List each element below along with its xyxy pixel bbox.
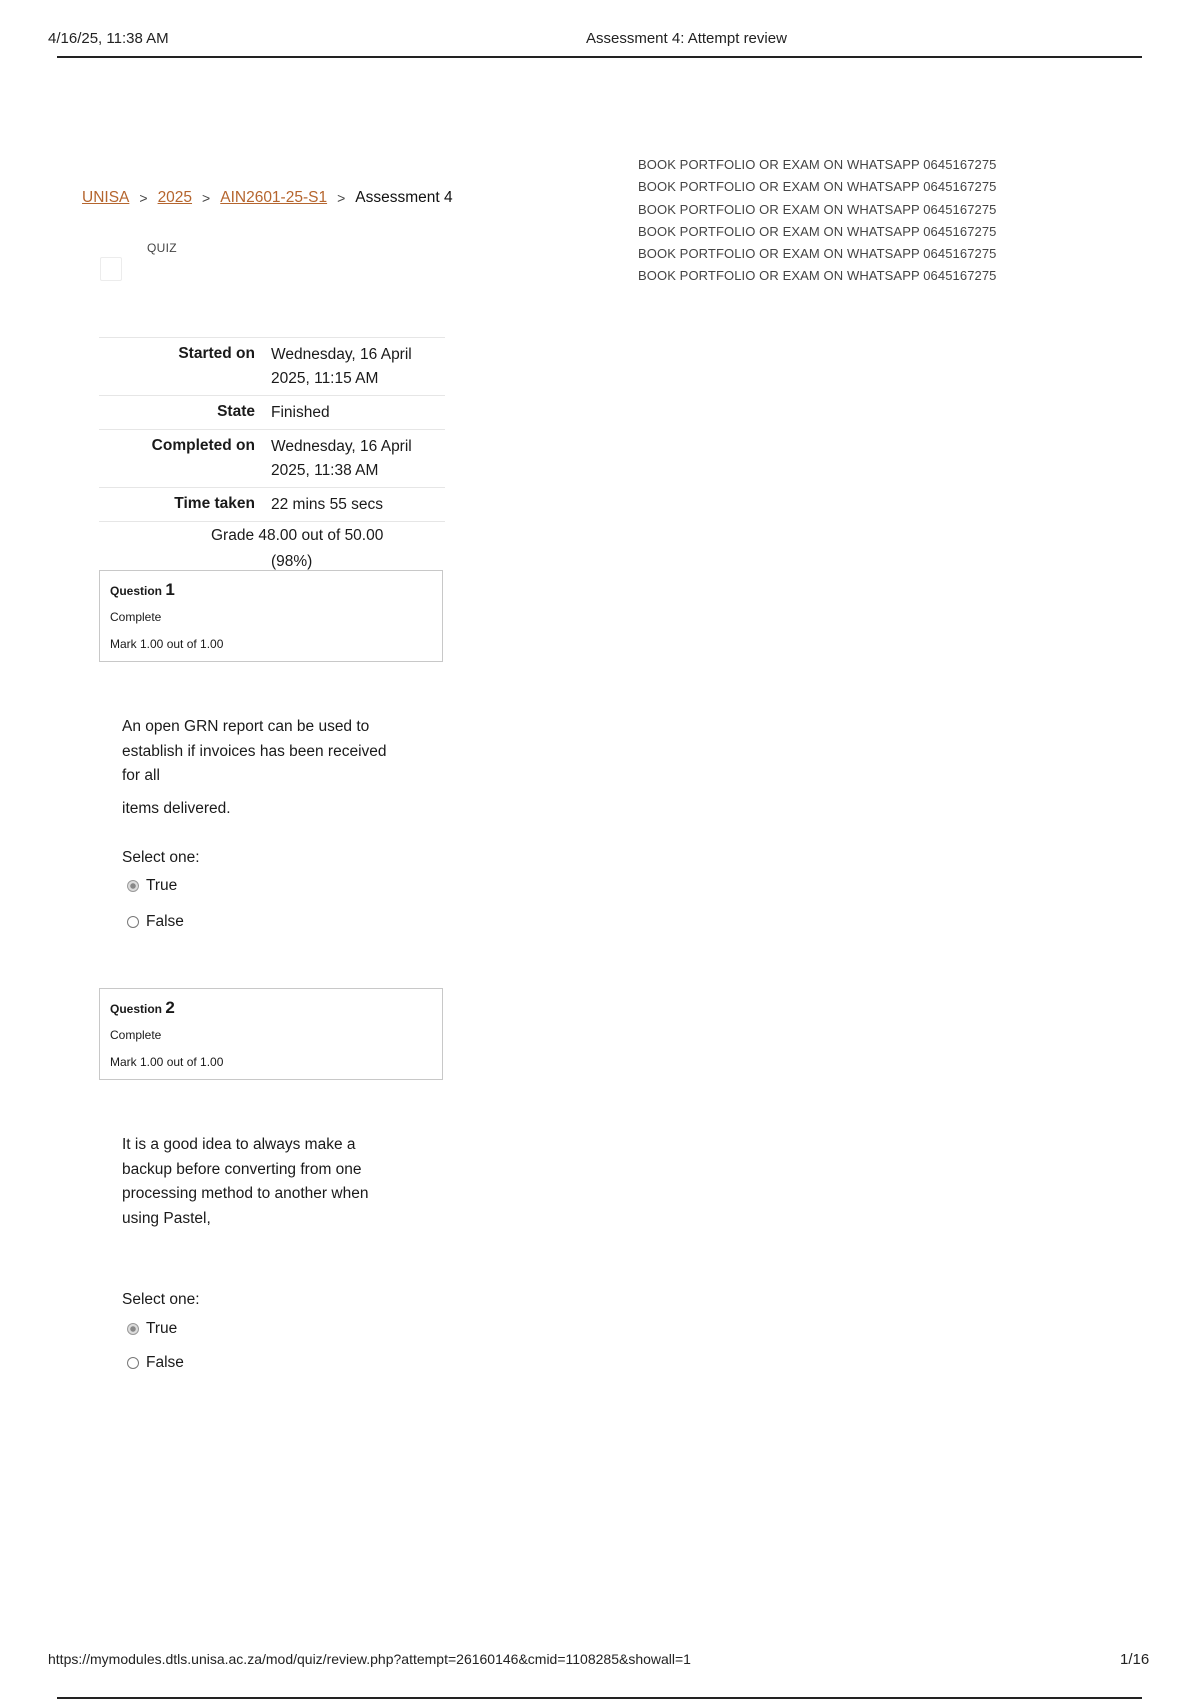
answer-option-false[interactable] <box>127 913 184 931</box>
breadcrumb-current: Assessment 4 <box>355 189 453 206</box>
print-footer-url: https://mymodules.dtls.unisa.ac.za/mod/quiz/review.php?attempt=26160146&cmid=1108285&showall=1 <box>48 1651 691 1667</box>
question-label: Question <box>110 584 163 598</box>
summary-value-line: Wednesday, 16 April <box>271 438 412 455</box>
radio-unchecked-icon[interactable] <box>127 916 139 928</box>
header-rule <box>57 56 1142 58</box>
answer-option-true[interactable] <box>127 1320 177 1338</box>
quiz-label: QUIZ <box>147 241 177 255</box>
promo-line: BOOK PORTFOLIO OR EXAM ON WHATSAPP 0645167275 <box>638 201 997 217</box>
promo-line: BOOK PORTFOLIO OR EXAM ON WHATSAPP 0645167275 <box>638 246 997 262</box>
print-header-datetime: 4/16/25, 11:38 AM <box>48 30 169 47</box>
question-mark: Mark 1.00 out of 1.00 <box>110 637 224 651</box>
answer-option-label: True <box>146 1320 178 1337</box>
summary-value: Finished <box>271 404 330 421</box>
question-number: 1 <box>165 580 175 599</box>
summary-label: Completed on <box>151 437 255 454</box>
summary-value <box>271 338 445 395</box>
summary-label: State <box>217 403 255 420</box>
summary-grade-percent: (98%) <box>271 553 313 570</box>
question-text-line: establish if invoices has been received <box>122 742 387 760</box>
answer-option-label: True <box>146 877 178 894</box>
summary-row-started <box>99 337 445 395</box>
promo-block <box>638 154 997 288</box>
question-text-line: processing method to another when <box>122 1185 369 1202</box>
radio-checked-icon[interactable] <box>127 1323 139 1335</box>
breadcrumb-link-year[interactable]: 2025 <box>157 189 193 206</box>
summary-row-time-taken <box>99 487 445 521</box>
question-mark: Mark 1.00 out of 1.00 <box>110 1055 224 1069</box>
summary-value-line: 2025, 11:15 AM <box>271 370 379 387</box>
footer-rule <box>57 1697 1142 1699</box>
question-heading <box>110 995 432 1021</box>
question-text-line: An open GRN report can be used to <box>122 718 370 735</box>
question-text-line: for all <box>122 767 160 784</box>
answer-option-label: False <box>146 1354 184 1371</box>
select-one-label: Select one: <box>122 1291 200 1308</box>
summary-grade: Grade 48.00 out of 50.00 <box>99 521 445 549</box>
question-label: Question <box>110 1002 163 1016</box>
attempt-summary-table <box>99 337 445 575</box>
summary-label: Started on <box>178 345 255 362</box>
summary-row-state <box>99 395 445 429</box>
chevron-right-icon: > <box>139 190 148 206</box>
question-text <box>122 715 422 821</box>
breadcrumb-link-course[interactable]: AIN2601-25-S1 <box>220 189 328 206</box>
question-heading <box>110 577 432 603</box>
select-one-label: Select one: <box>122 849 200 866</box>
breadcrumb <box>82 189 453 207</box>
radio-unchecked-icon[interactable] <box>127 1357 139 1369</box>
summary-value-line: 2025, 11:38 AM <box>271 462 379 479</box>
promo-line: BOOK PORTFOLIO OR EXAM ON WHATSAPP 0645167275 <box>638 179 997 195</box>
question-text <box>122 1133 422 1231</box>
answer-option-true[interactable] <box>127 877 177 895</box>
chevron-right-icon: > <box>337 190 346 206</box>
quiz-icon <box>100 257 122 281</box>
question-text-line: It is a good idea to always make a <box>122 1136 356 1153</box>
promo-line: BOOK PORTFOLIO OR EXAM ON WHATSAPP 0645167275 <box>638 157 997 172</box>
answer-option-false[interactable] <box>127 1354 184 1372</box>
promo-line: BOOK PORTFOLIO OR EXAM ON WHATSAPP 0645167275 <box>638 268 997 284</box>
question-text-line: backup before converting from one <box>122 1160 362 1178</box>
question-info-box <box>99 570 443 662</box>
radio-checked-icon[interactable] <box>127 880 139 892</box>
promo-line: BOOK PORTFOLIO OR EXAM ON WHATSAPP 0645167275 <box>638 223 997 239</box>
print-footer-page-number: 1/16 <box>1120 1651 1150 1668</box>
summary-row-completed <box>99 429 445 487</box>
summary-label: Time taken <box>174 495 255 512</box>
breadcrumb-link-unisa[interactable]: UNISA <box>82 189 130 206</box>
print-header-title: Assessment 4: Attempt review <box>586 30 787 47</box>
question-text-line: items delivered. <box>122 799 231 817</box>
question-info-box <box>99 988 443 1080</box>
summary-value <box>271 430 445 487</box>
question-state: Complete <box>110 1028 162 1042</box>
summary-value: 22 mins 55 secs <box>271 496 383 513</box>
question-number: 2 <box>165 998 175 1017</box>
chevron-right-icon: > <box>202 190 211 206</box>
answer-option-label: False <box>146 913 184 930</box>
question-text-line: using Pastel, <box>122 1209 211 1227</box>
summary-value-line: Wednesday, 16 April <box>271 346 412 363</box>
question-state: Complete <box>110 610 162 624</box>
